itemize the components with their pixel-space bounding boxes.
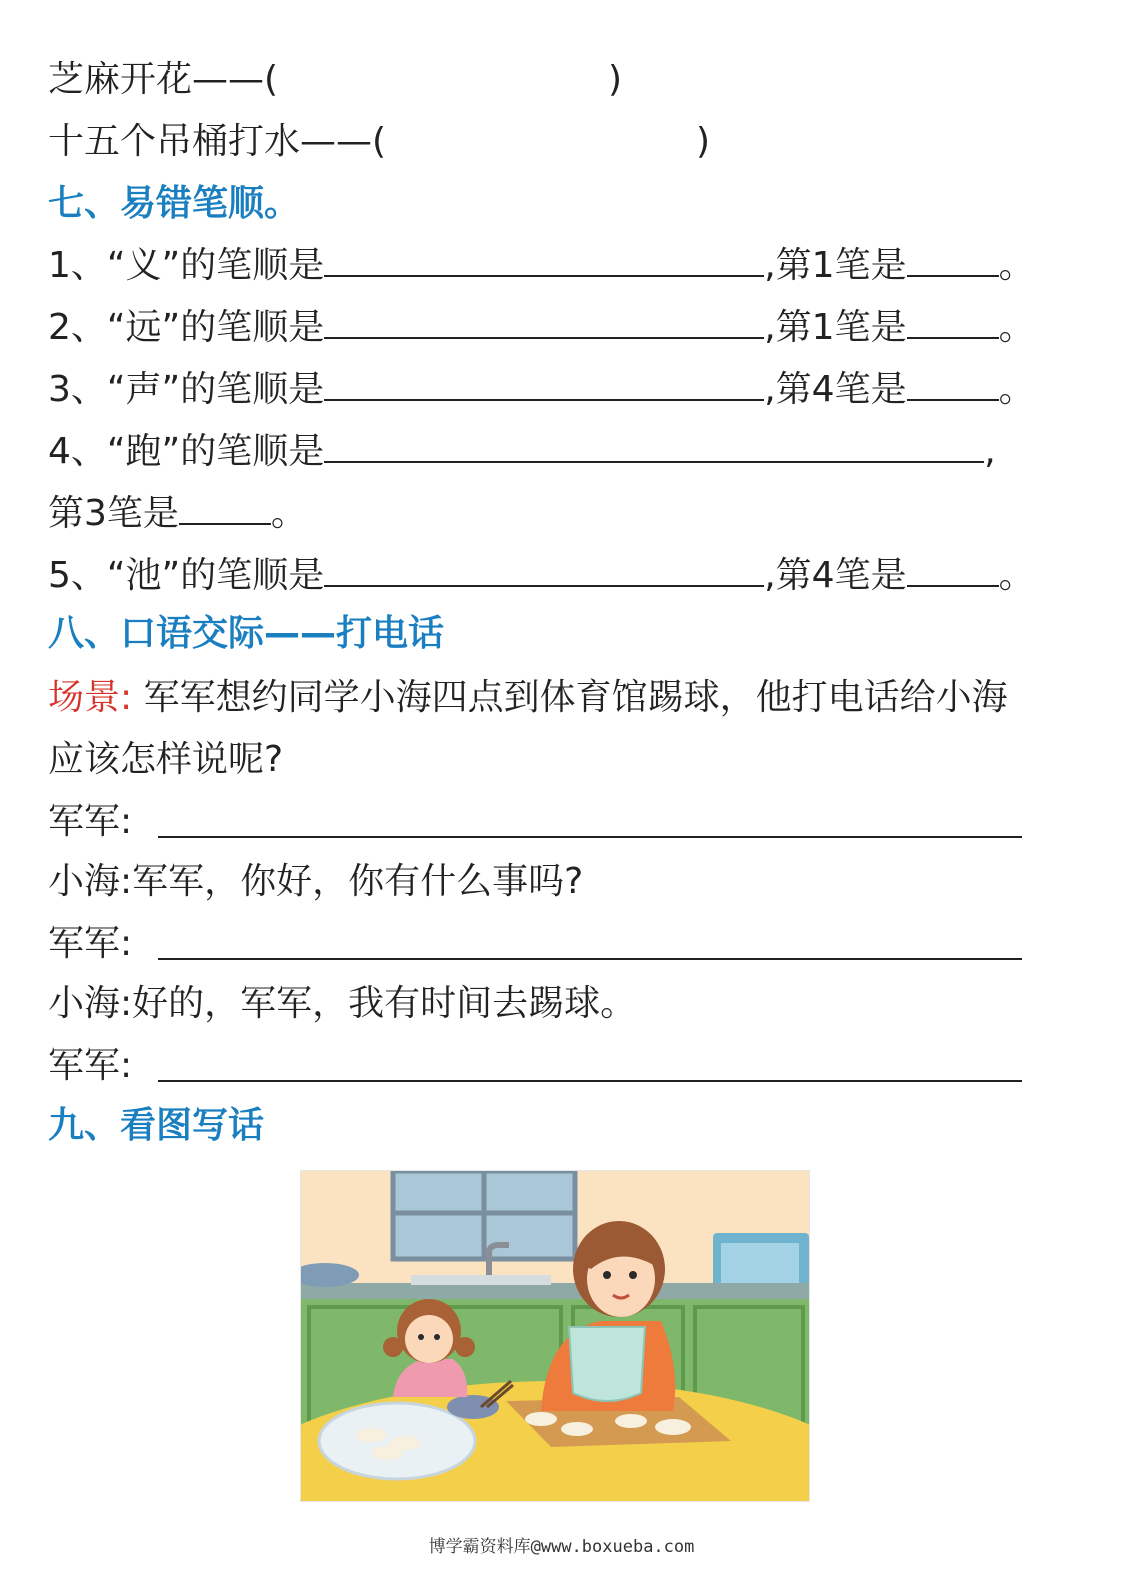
dialog-speaker-1: 军军:	[48, 801, 133, 842]
stroke-number-blank-5[interactable]	[907, 555, 999, 587]
stroke-item-4-cont-end: 。	[270, 493, 307, 534]
dialog-answer-3[interactable]	[158, 1080, 1022, 1082]
riddle-1-text: 芝麻开花——(	[48, 59, 279, 100]
stroke-item-3-prefix: 3、“声”的笔顺是	[48, 369, 325, 410]
stroke-item-5-end: 。	[998, 555, 1035, 596]
riddle-2	[48, 120, 710, 164]
stroke-number-blank-1[interactable]	[907, 245, 999, 277]
scene-line-1	[48, 676, 1008, 720]
stroke-item-2-prefix: 2、“远”的笔顺是	[48, 307, 325, 348]
riddle-1-close: )	[608, 59, 623, 100]
section-9-heading: 九、看图写话	[48, 1105, 265, 1146]
stroke-item-3	[48, 368, 1035, 412]
stroke-order-blank-3[interactable]	[324, 369, 764, 401]
dialog-speaker-2: 小海:	[48, 861, 133, 902]
dialog-line-2	[48, 860, 583, 904]
footer-watermark: 博学霸资料库@www.boxueba.com	[428, 1537, 695, 1557]
stroke-item-1-prefix: 1、“义”的笔顺是	[48, 245, 325, 286]
stroke-item-2-end: 。	[998, 307, 1035, 348]
stroke-order-blank-4[interactable]	[324, 431, 984, 463]
stroke-order-blank-5[interactable]	[324, 555, 764, 587]
stroke-number-blank-4[interactable]	[179, 493, 271, 525]
stroke-item-3-mid: ,第4笔是	[764, 369, 907, 410]
stroke-number-blank-3[interactable]	[907, 369, 999, 401]
dialog-line-3	[48, 922, 132, 966]
dialog-line-5	[48, 1044, 132, 1088]
scene-label: 场景:	[48, 677, 133, 718]
stroke-item-1-end: 。	[998, 245, 1035, 286]
section-8-heading: 八、口语交际——打电话	[48, 613, 445, 654]
kitchen-illustration	[300, 1170, 810, 1502]
stroke-item-4-mid: ,	[984, 431, 996, 472]
kitchen-scene-image	[301, 1171, 809, 1501]
section-7-heading: 七、易错笔顺。	[48, 183, 301, 224]
riddle-2-text: 十五个吊桶打水——(	[48, 121, 387, 162]
stroke-item-4-prefix: 4、“跑”的笔顺是	[48, 431, 325, 472]
dialog-text-4: 好的，军军，我有时间去踢球。	[132, 983, 637, 1024]
riddle-2-close: )	[696, 121, 711, 162]
stroke-item-2-mid: ,第1笔是	[764, 307, 907, 348]
stroke-item-1-mid: ,第1笔是	[764, 245, 907, 286]
stroke-item-4-cont	[48, 492, 307, 536]
dialog-speaker-5: 军军:	[48, 1045, 133, 1086]
stroke-item-5-mid: ,第4笔是	[764, 555, 907, 596]
stroke-item-5	[48, 554, 1035, 598]
dialog-speaker-4: 小海:	[48, 983, 133, 1024]
dialog-speaker-3: 军军:	[48, 923, 133, 964]
stroke-item-1	[48, 244, 1035, 288]
stroke-item-3-end: 。	[998, 369, 1035, 410]
riddle-1	[48, 58, 622, 102]
scene-text-1: 军军想约同学小海四点到体育馆踢球，他打电话给小海	[143, 677, 1008, 718]
stroke-item-5-prefix: 5、“池”的笔顺是	[48, 555, 325, 596]
dialog-line-4	[48, 982, 636, 1026]
stroke-order-blank-2[interactable]	[324, 307, 764, 339]
dialog-answer-1[interactable]	[158, 836, 1022, 838]
stroke-item-4-cont-prefix: 第3笔是	[48, 493, 179, 534]
stroke-number-blank-2[interactable]	[907, 307, 999, 339]
stroke-item-4	[48, 430, 996, 474]
dialog-text-2: 军军，你好，你有什么事吗?	[132, 861, 584, 902]
stroke-item-2	[48, 306, 1035, 350]
dialog-answer-2[interactable]	[158, 958, 1022, 960]
dialog-line-1	[48, 800, 132, 844]
stroke-order-blank-1[interactable]	[324, 245, 764, 277]
scene-line-2: 应该怎样说呢?	[48, 739, 284, 780]
